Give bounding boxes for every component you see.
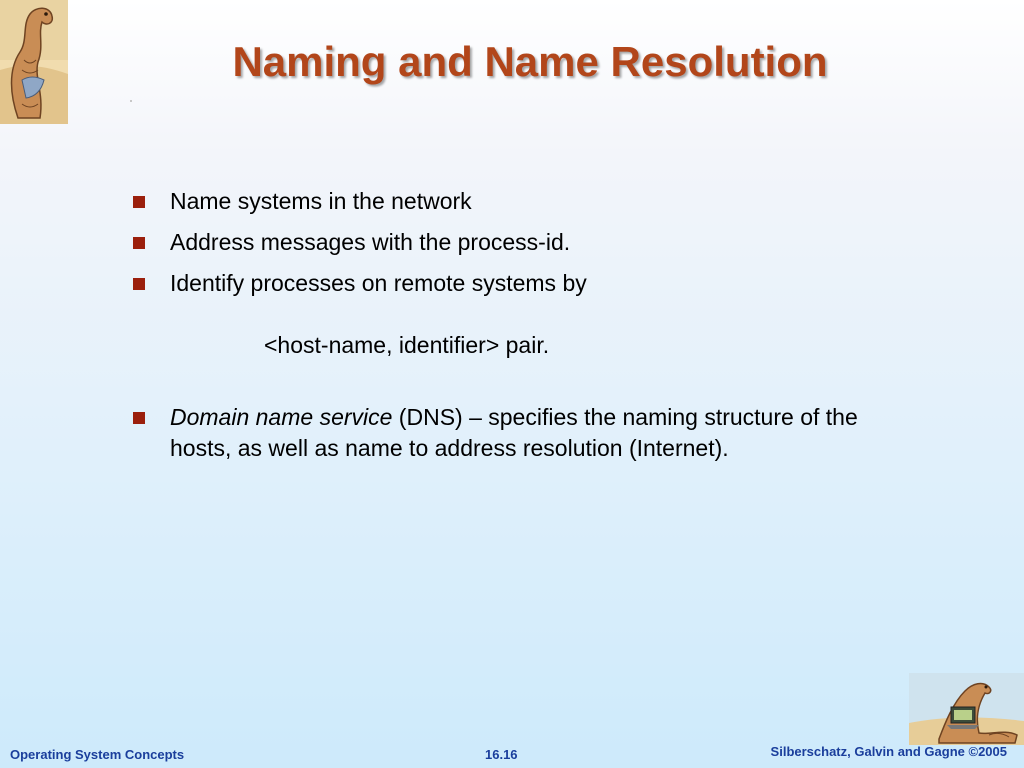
- list-item: [130, 227, 920, 258]
- list-item: [130, 268, 920, 299]
- dns-term: Domain name service: [170, 404, 393, 430]
- footer-authors: Silberschatz, Galvin and Gagne ©2005: [770, 744, 1007, 759]
- list-item-dns: [130, 402, 920, 464]
- bullet-text: Name systems in the network: [170, 188, 472, 214]
- square-bullet-icon: [133, 237, 145, 249]
- dinosaur-laptop-icon: [909, 673, 1024, 745]
- host-identifier-pair: <host-name, identifier> pair.: [264, 332, 550, 358]
- dns-description: (DNS) – specifies the naming structure of the hosts, as well as name to address resolution (Internet).: [170, 404, 858, 461]
- square-bullet-icon: [133, 412, 145, 424]
- footer-page-number: 16.16: [485, 747, 518, 762]
- bullet-list-dns: [130, 402, 920, 464]
- decorative-dot: [130, 100, 132, 102]
- bullet-list: [130, 186, 920, 299]
- slide-content: [130, 186, 920, 474]
- square-bullet-icon: [133, 278, 145, 290]
- list-item: [130, 186, 920, 217]
- footer-book-title: Operating System Concepts: [10, 747, 185, 762]
- square-bullet-icon: [133, 196, 145, 208]
- bullet-text: Address messages with the process-id.: [170, 229, 571, 255]
- slide-title: Naming and Name Resolution: [232, 38, 828, 85]
- bullet-text: Identify processes on remote systems by: [170, 270, 587, 296]
